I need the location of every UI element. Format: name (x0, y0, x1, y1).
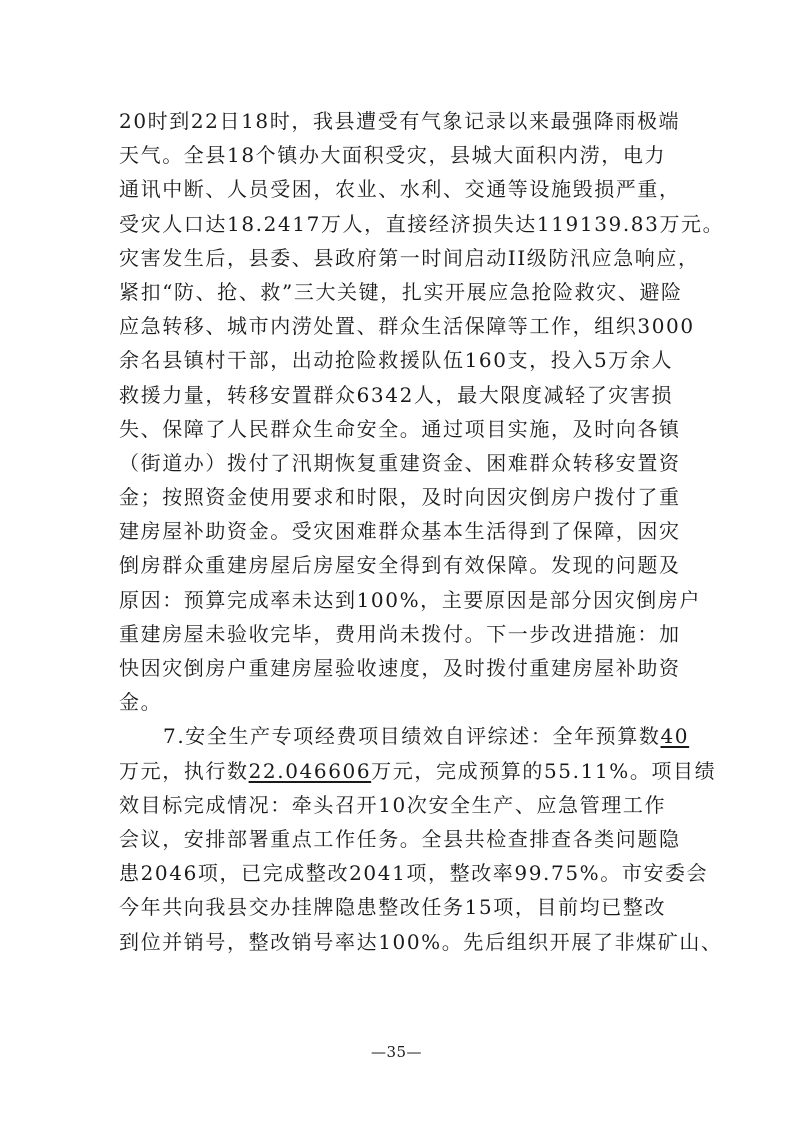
text-line: 天气。全县18个镇办大面积受灾，县城大面积内涝，电力 (119, 143, 667, 168)
text-line: 建房屋补助资金。受灾困难群众基本生活得到了保障，因灾 (119, 519, 681, 544)
text-line: 会议，安排部署重点工作任务。全县共检查排查各类问题隐 (119, 826, 681, 851)
section-7-heading: 7.安全生产专项经费项目绩效自评综述：全年预算数 (163, 724, 661, 749)
text-line: 今年共向我县交办挂牌隐患整改任务15项，目前均已整改 (119, 895, 667, 920)
text-line: （街道办）拨付了汛期恢复重建资金、困难群众转移安置资 (119, 450, 681, 475)
text-line: 金；按照资金使用要求和时限，及时向因灾倒房户拨付了重 (119, 485, 681, 510)
budget-amount: 40 (660, 724, 690, 749)
text-line: 救援力量，转移安置群众6342人，最大限度减轻了灾害损 (119, 382, 674, 407)
text-segment: 万元，完成预算的55.11%。项目绩 (371, 758, 717, 783)
text-line: 受灾人口达18.2417万人，直接经济损失达119139.83万元。 (119, 211, 725, 236)
text-line: 患2046项，已完成整改2041项，整改率99.75%。市安委会 (119, 861, 709, 886)
text-line (119, 754, 717, 788)
text-line: 金。 (119, 690, 163, 715)
text-line: 快因灾倒房户重建房屋验收速度，及时拨付重建房屋补助资 (119, 656, 681, 680)
text-segment: 万元，执行数 (119, 758, 249, 783)
text-line: 灾害发生后，县委、县政府第一时间启动II级防汛应急响应， (119, 245, 700, 270)
text-line: 倒房群众重建房屋后房屋安全得到有效保障。发现的问题及 (119, 553, 681, 578)
text-line: 20时到22日18时，我县遭受有气象记录以来最强降雨极端 (119, 109, 681, 133)
page-number: —35— (370, 1043, 423, 1061)
text-line: 到位并销号，整改销号率达100%。先后组织开展了非煤矿山、 (119, 929, 723, 954)
text-line: 失、保障了人民群众生命安全。通过项目实施，及时向各镇 (119, 416, 681, 441)
text-line: 效目标完成情况：牵头召开10次安全生产、应急管理工作 (119, 792, 667, 817)
text-line: 紧扣“防、抢、救”三大关键，扎实开展应急抢险救灾、避险 (119, 279, 683, 304)
executed-amount: 22.046606 (248, 758, 372, 783)
text-line: 余名县镇村干部，出动抢险救援队伍160支，投入5万余人 (119, 348, 674, 373)
text-line: 重建房屋未验收完毕，费用尚未拨付。下一步改进措施：加 (119, 621, 681, 646)
text-line: 应急转移、城市内涝处置、群众生活保障等工作，组织3000 (119, 314, 695, 339)
body-text (119, 104, 725, 959)
text-line: 原因：预算完成率未达到100%，主要原因是部分因灾倒房户 (119, 587, 701, 612)
section-7-heading-line (119, 719, 690, 753)
text-line: 通讯中断、人员受困，农业、水利、交通等设施毁损严重， (119, 177, 681, 202)
